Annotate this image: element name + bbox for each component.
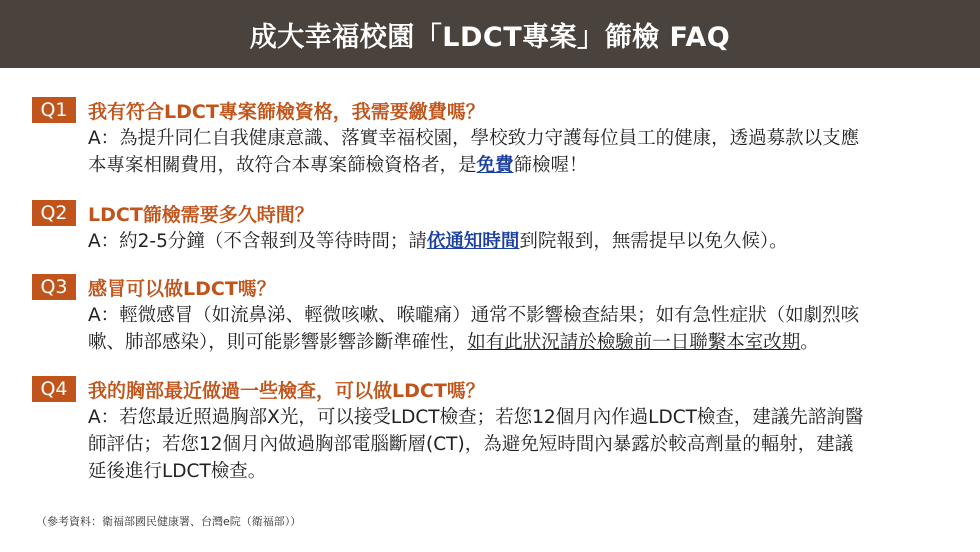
page-title: 成大幸福校園「LDCT專案」篩檢 FAQ bbox=[249, 21, 731, 53]
reference-note: （參考資料：衛福部國民健康署、台灣e院（衛福部）） bbox=[36, 515, 302, 528]
answer-line: A：為提升同仁自我健康意識、落實幸福校園，學校致力守護每位員工的健康，透過募款以支應 bbox=[88, 128, 860, 149]
question-badge: Q4 bbox=[32, 376, 76, 402]
answer-line: A：若您最近照過胸部X光，可以接受LDCT檢查；若您12個月內作過LDCT檢查，建議先諮詢醫 bbox=[88, 407, 864, 428]
question-text: 我有符合LDCT專案篩檢資格，我需要繳費嗎？ bbox=[88, 100, 485, 123]
question-text: LDCT篩檢需要多久時間？ bbox=[88, 203, 314, 226]
answer-text bbox=[88, 302, 946, 356]
answer-text bbox=[88, 404, 946, 485]
question-badge: Q2 bbox=[32, 200, 76, 226]
highlight-reschedule: 如有此狀況請於檢驗前一日聯繫本室改期 bbox=[467, 332, 801, 353]
question-badge: Q3 bbox=[32, 274, 76, 300]
answer-line: 本專案相關費用，故符合本專案篩檢資格者，是免費篩檢喔！ bbox=[88, 155, 588, 176]
header-bar bbox=[0, 0, 980, 68]
faq-item-q3 bbox=[32, 272, 952, 356]
answer-line: 嗽、肺部感染），則可能影響影響診斷準確性，如有此狀況請於檢驗前一日聯繫本室改期。 bbox=[88, 332, 819, 353]
highlight-notice-time: 依通知時間 bbox=[426, 231, 520, 252]
answer-text bbox=[88, 228, 946, 255]
question-badge: Q1 bbox=[32, 97, 76, 123]
answer-line: A：約2-5分鐘（不含報到及等待時間；請依通知時間到院報到，無需提早以免久候）。 bbox=[88, 231, 788, 252]
faq-item-q1 bbox=[32, 95, 952, 179]
faq-item-q4 bbox=[32, 374, 952, 485]
answer-line: A：輕微感冒（如流鼻涕、輕微咳嗽、喉嚨痛）通常不影響檢查結果；如有急性症狀（如劇烈咳 bbox=[88, 305, 860, 326]
answer-line: 延後進行LDCT檢查。 bbox=[88, 461, 267, 482]
faq-item-q2 bbox=[32, 198, 952, 255]
answer-line: 師評估；若您12個月內做過胸部電腦斷層(CT)，為避免短時間內暴露於較高劑量的輻射，建議 bbox=[88, 434, 854, 455]
answer-text bbox=[88, 125, 946, 179]
highlight-free: 免費 bbox=[476, 155, 514, 176]
question-text: 感冒可以做LDCT嗎？ bbox=[88, 277, 276, 300]
question-text: 我的胸部最近做過一些檢查，可以做LDCT嗎？ bbox=[88, 379, 485, 402]
